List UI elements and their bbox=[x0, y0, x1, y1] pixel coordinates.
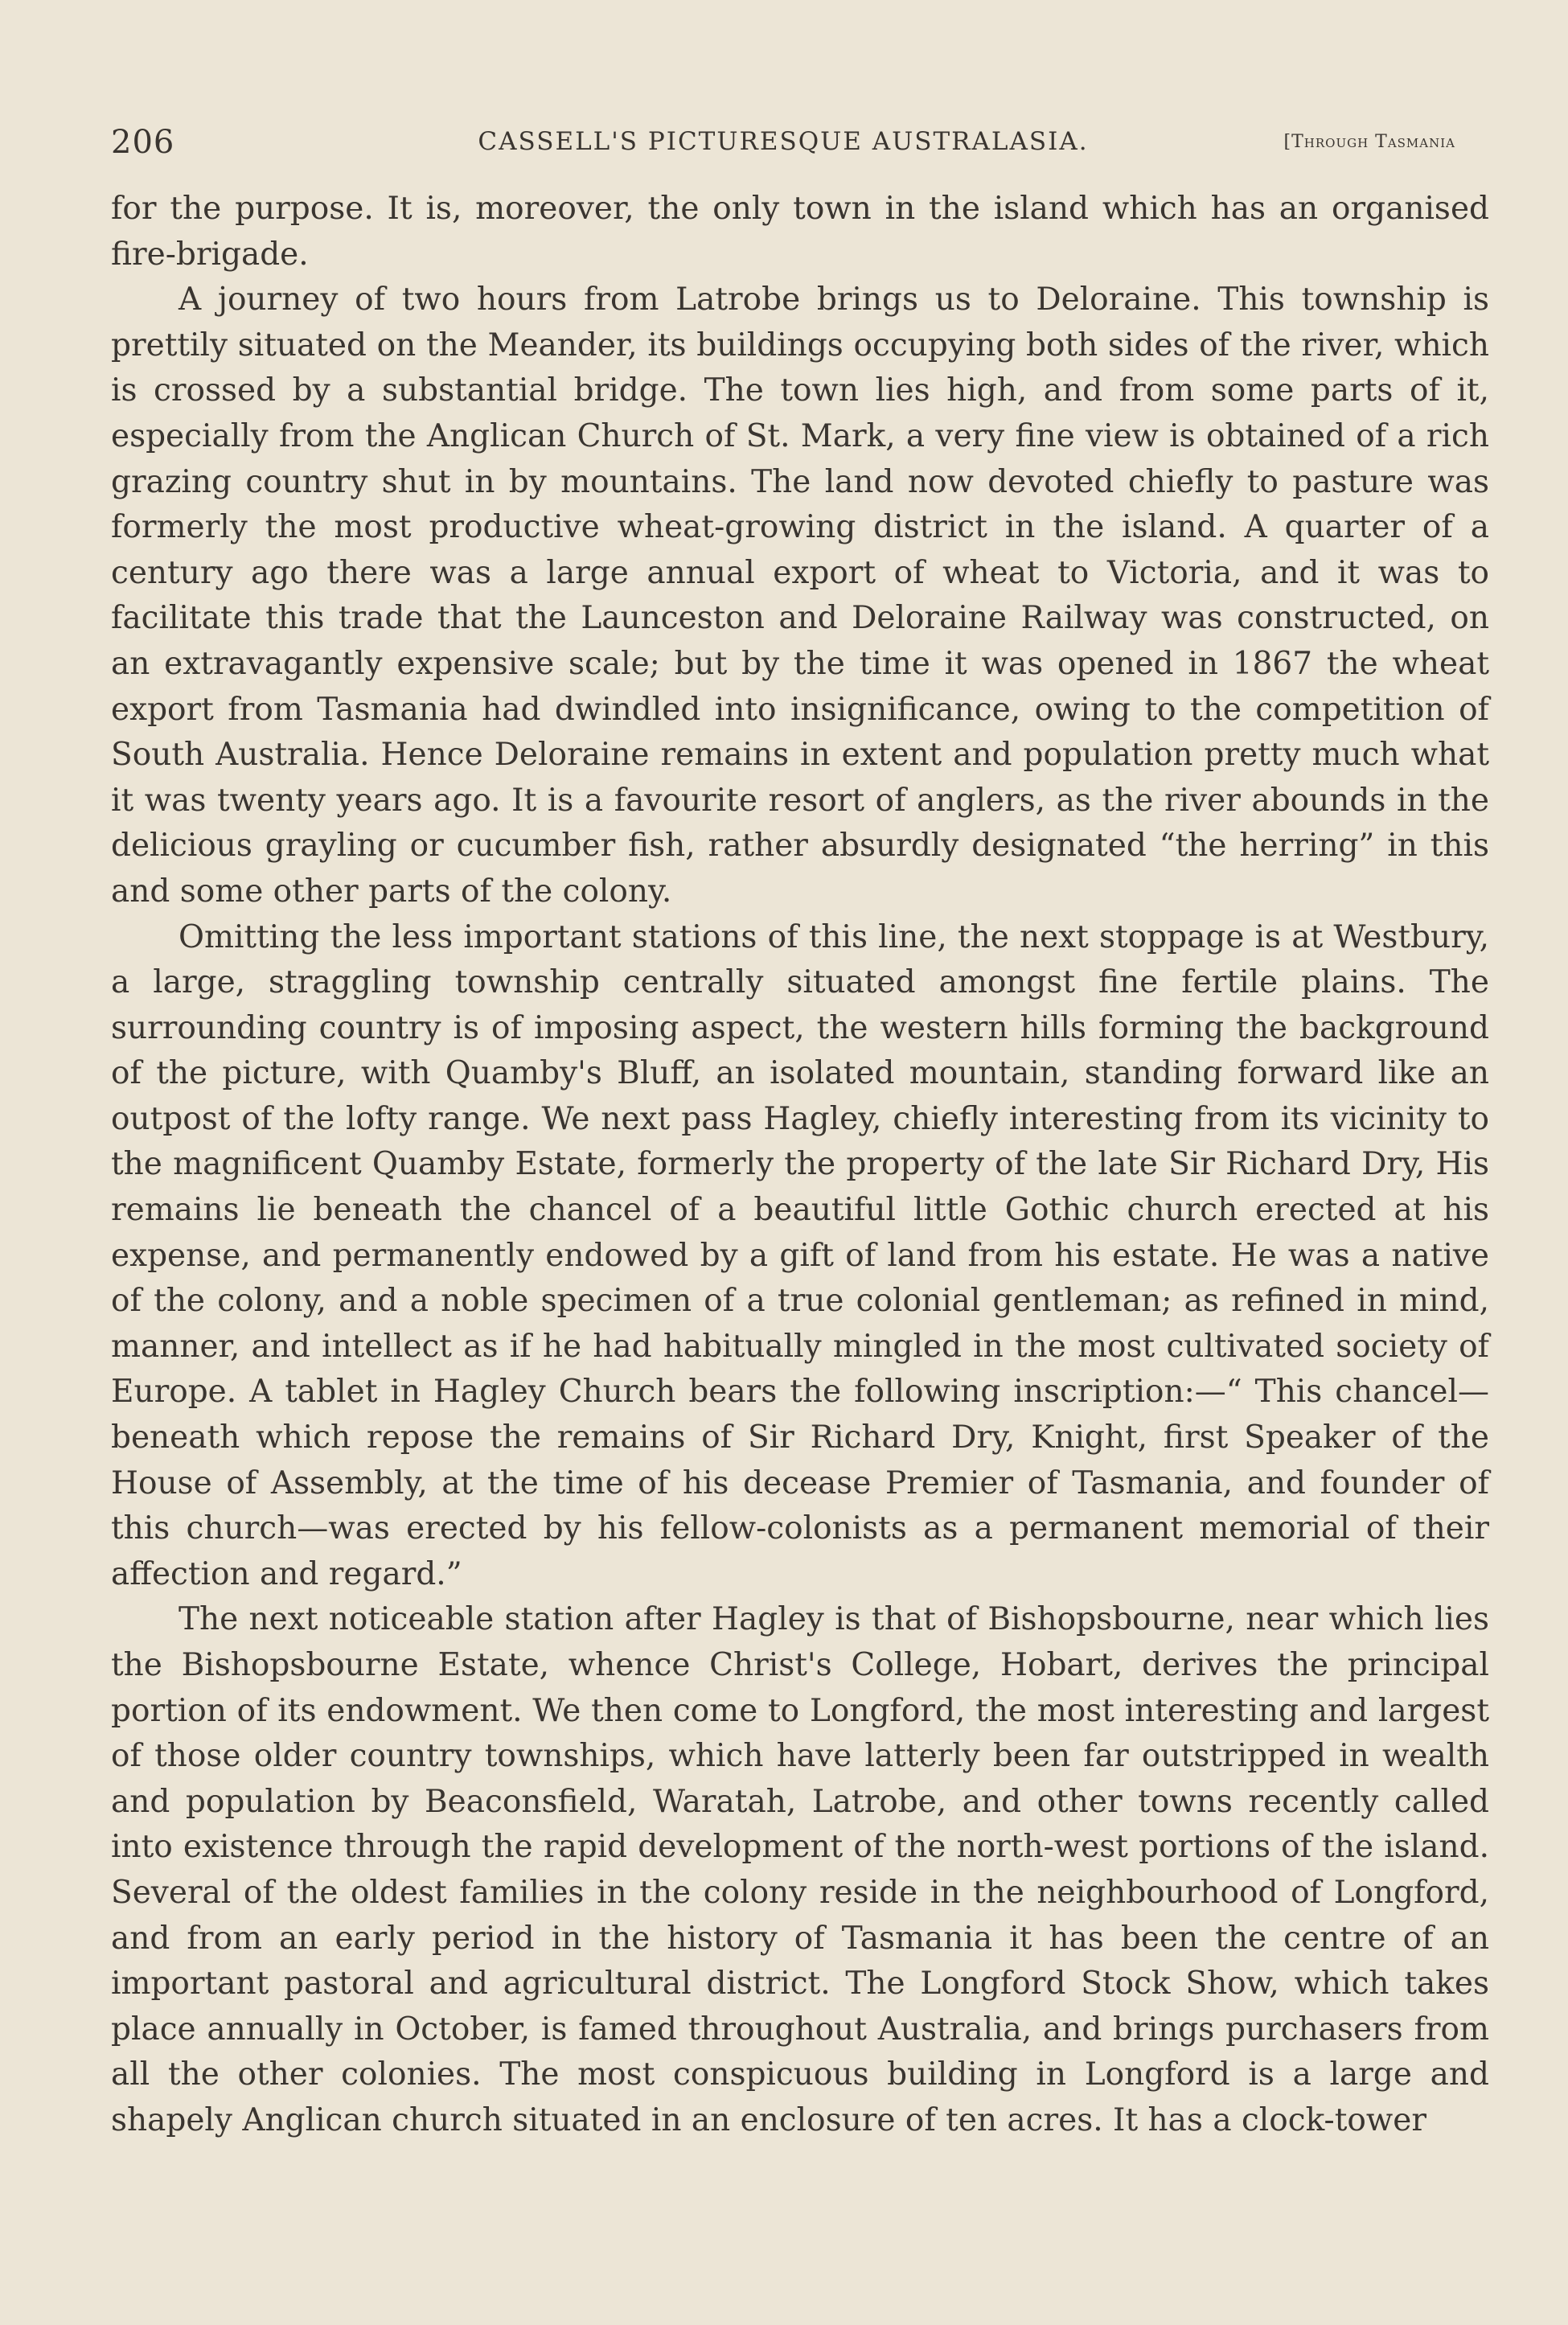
paragraph-longford: The next noticeable station after Hagley is that of Bishopsbourne, near which lies the Bishopsbourne Estate, whence Christ's College, Hobart, derives the principal portion of its endowment. We then come to Longford, the most interesting and largest of those older country townships, which have latterly been far outstripped in wealth and population by Beaconsfield, Waratah, Latrobe, and other towns recently called into existence through the rapid development of the north-west portions of the island. Several of the oldest families in the colony reside in the neighbourhood of Longford, and from an early period in the history of Tasmania it has been the centre of an important pastoral and agricultural district. The Longford Stock Show, which takes place annually in October, is famed throughout Australia, and brings purchasers from all the other colonies. The most conspicuous building in Longford is a large and shapely Anglican church situated in an enclosure of ten acres. It has a clock-tower bbox=[111, 1601, 1489, 2138]
paragraph-westbury-hagley: Omitting the less important stations of this line, the next stoppage is at Westbury, a large, straggling township centrally situated amongst fine fertile plains. The surrounding country is of imposing aspect, the western hills forming the background of the picture, with Quamby's Bluff, an isolated mountain, standing forward like an outpost of the lofty range. We next pass Hagley, chiefly interesting from its vicinity to the magnificent Quamby Estate, formerly the property of the late Sir Richard Dry, His remains lie beneath the chancel of a beautiful little Gothic church erected at his expense, and permanently endowed by a gift of land from his estate. He was a native of the colony, and a noble specimen of a true colonial gentleman; as refined in mind, manner, and intellect as if he had habitually mingled in the most cultivated society of Europe. A tablet in Hagley Church bears the following inscription:—“ This chancel—beneath which repose the remains of Sir Richard Dry, Knight, first Speaker of the House of Assembly, at the time of his decease Premier of Tasmania, and founder of this church—was erected by his fellow-colonists as a permanent memorial of their affection and regard.” bbox=[111, 918, 1489, 1592]
section-title: [Through Tasmania bbox=[1283, 132, 1455, 152]
body-text bbox=[111, 187, 1489, 2144]
paragraph-deloraine: A journey of two hours from Latrobe brings us to Deloraine. This township is prettily situated on the Meander, its buildings occupying both sides of the river, which is crossed by a substantial bridge. The town lies high, and from some parts of it, especially from the Anglican Church of St. Mark, a very fine view is obtained of a rich grazing country shut in by mountains. The land now devoted chiefly to pasture was formerly the most productive wheat-growing district in the island. A quarter of a century ago there was a large annual export of wheat to Victoria, and it was to facilitate this trade that the Launceston and Deloraine Railway was constructed, on an extravagantly expensive scale; but by the time it was opened in 1867 the wheat export from Tasmania had dwindled into insignificance, owing to the competition of South Australia. Hence Deloraine remains in extent and population pretty much what it was twenty years ago. It is a favourite resort of anglers, as the river abounds in the delicious grayling or cucumber fish, rather absurdly designated “the herring” in this and some other parts of the colony. bbox=[111, 281, 1489, 910]
book-title: CASSELL'S PICTURESQUE AUSTRALASIA. bbox=[478, 127, 1089, 156]
paragraph-continuation: for the purpose. It is, moreover, the only town in the island which has an organised fire-brigade. bbox=[111, 191, 1489, 273]
page-number: 206 bbox=[111, 124, 175, 161]
running-head bbox=[111, 119, 1455, 167]
